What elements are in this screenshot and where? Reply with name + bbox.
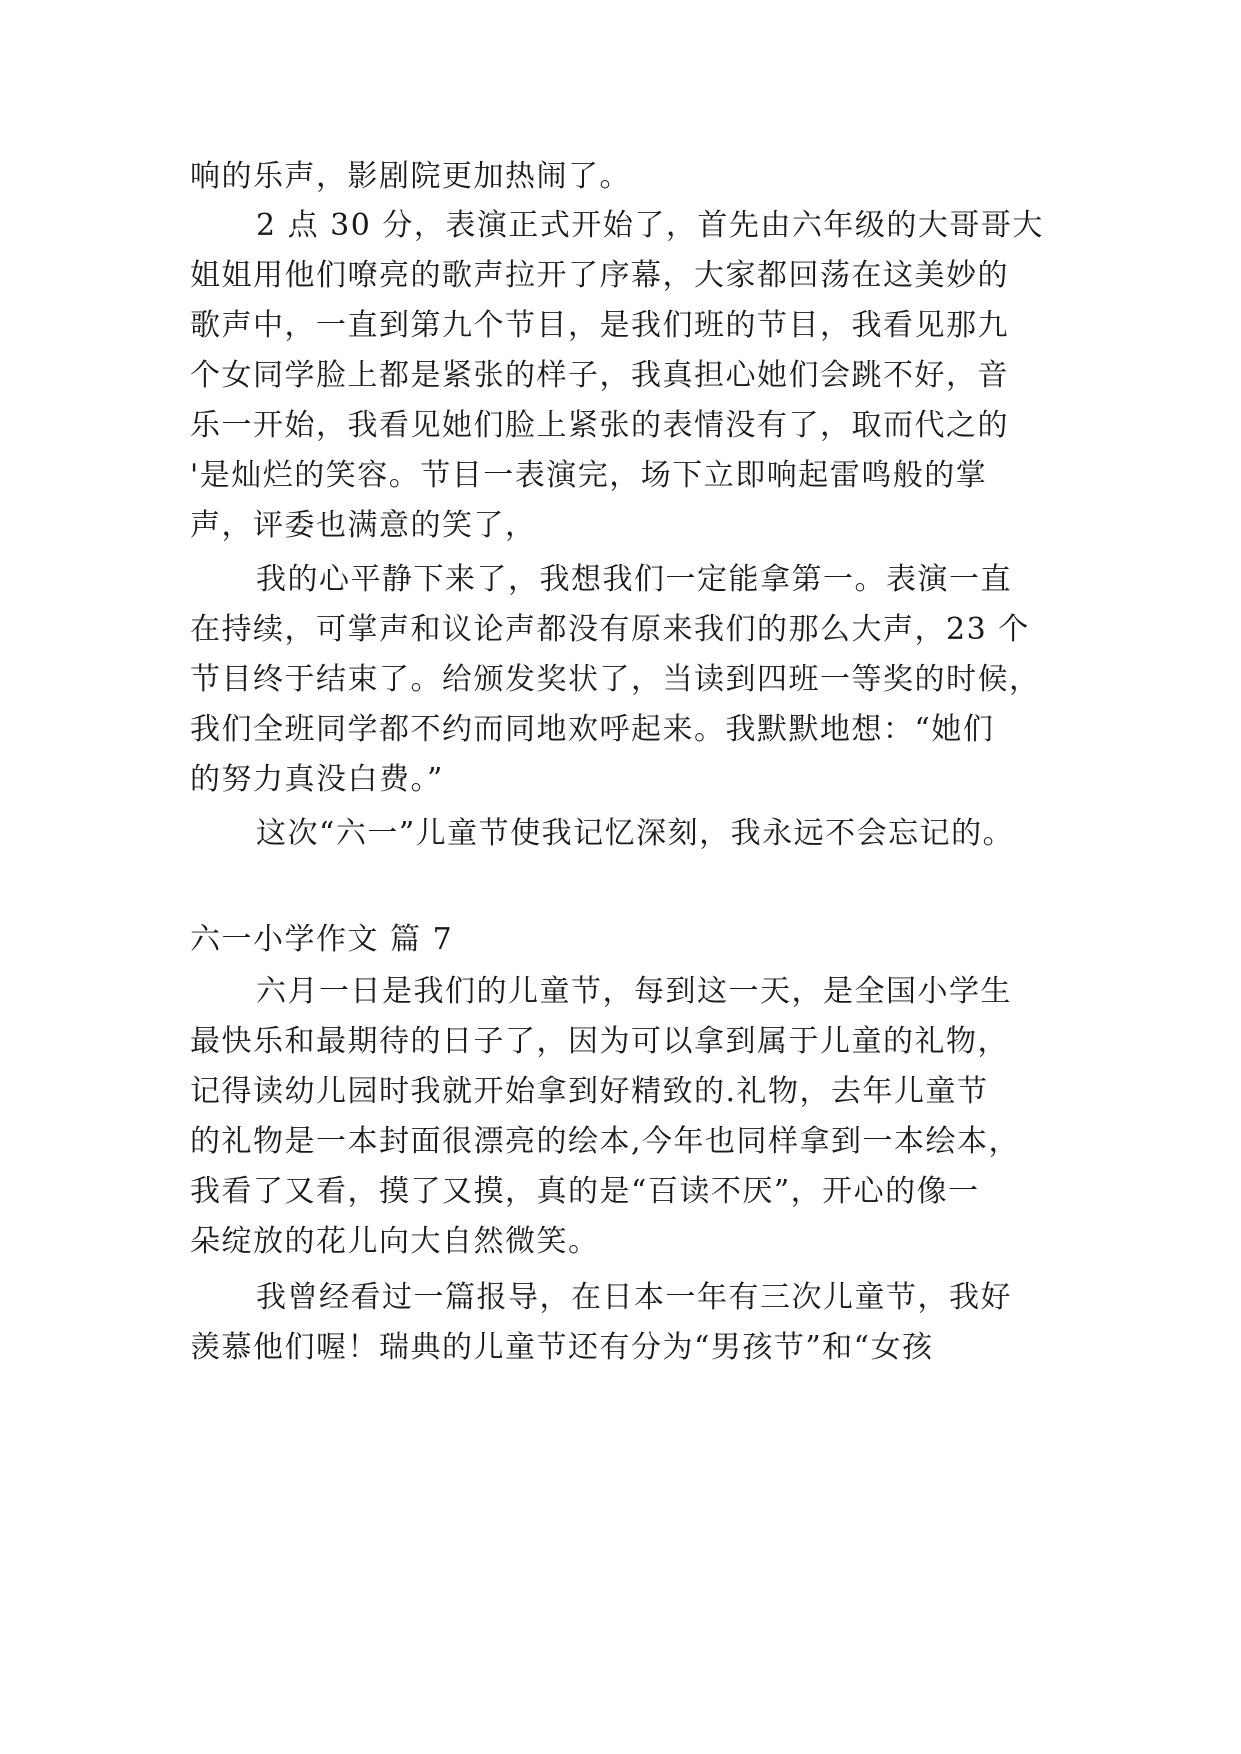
text-line: 的礼物是一本封面很漂亮的绘本,今年也同样拿到一本绘本， (190, 1124, 1021, 1159)
paragraph-start-line: 我的心平静下来了，我想我们一定能拿第一。表演一直 (256, 562, 1012, 597)
paragraph-start-line: 我曾经看过一篇报导，在日本一年有三次儿童节，我好 (256, 1280, 1012, 1315)
text-line: 在持续，可掌声和议论声都没有原来我们的那么大声，23 个 (190, 612, 1030, 647)
text-line: 的努力真没白费。” (190, 762, 444, 797)
paragraph-start-line: 六月一日是我们的儿童节，每到这一天，是全国小学生 (256, 974, 1012, 1009)
paragraph-start-line: 2 点 30 分，表演正式开始了，首先由六年级的大哥哥大 (256, 208, 1044, 243)
text-line: 记得读幼儿园时我就开始拿到好精致的.礼物，去年儿童节 (190, 1074, 989, 1109)
text-line: 声，评委也满意的笑了， (190, 508, 537, 543)
text-line: 节目终于结束了。给颁发奖状了，当读到四班一等奖的时候， (190, 662, 1041, 697)
text-line: 响的乐声，影剧院更加热闹了。 (190, 159, 631, 194)
text-line: 朵绽放的花儿向大自然微笑。 (190, 1224, 600, 1259)
paragraph-start-line: 这次“六一”儿童节使我记忆深刻，我永远不会忘记的。 (256, 816, 1015, 851)
text-line: 歌声中，一直到第九个节目，是我们班的节目，我看见那九 (190, 308, 1009, 343)
section-heading: 六一小学作文 篇 7 (190, 922, 454, 957)
text-line: 最快乐和最期待的日子了，因为可以拿到属于儿童的礼物， (190, 1024, 1009, 1059)
text-line: 姐姐用他们嘹亮的歌声拉开了序幕，大家都回荡在这美妙的 (190, 258, 1009, 293)
text-line: 我看了又看，摸了又摸，真的是“百读不厌”，开心的像一 (190, 1174, 980, 1209)
text-line: 个女同学脸上都是紧张的样子，我真担心她们会跳不好，音 (190, 358, 1009, 393)
text-line: 我们全班同学都不约而同地欢呼起来。我默默地想：“她们 (190, 712, 995, 747)
text-line: '是灿烂的笑容。节目一表演完，场下立即响起雷鸣般的掌 (190, 458, 988, 493)
text-line: 乐一开始，我看见她们脸上紧张的表情没有了，取而代之的 (190, 408, 1009, 443)
text-line: 羡慕他们喔！瑞典的儿童节还有分为“男孩节”和“女孩 (190, 1330, 934, 1365)
